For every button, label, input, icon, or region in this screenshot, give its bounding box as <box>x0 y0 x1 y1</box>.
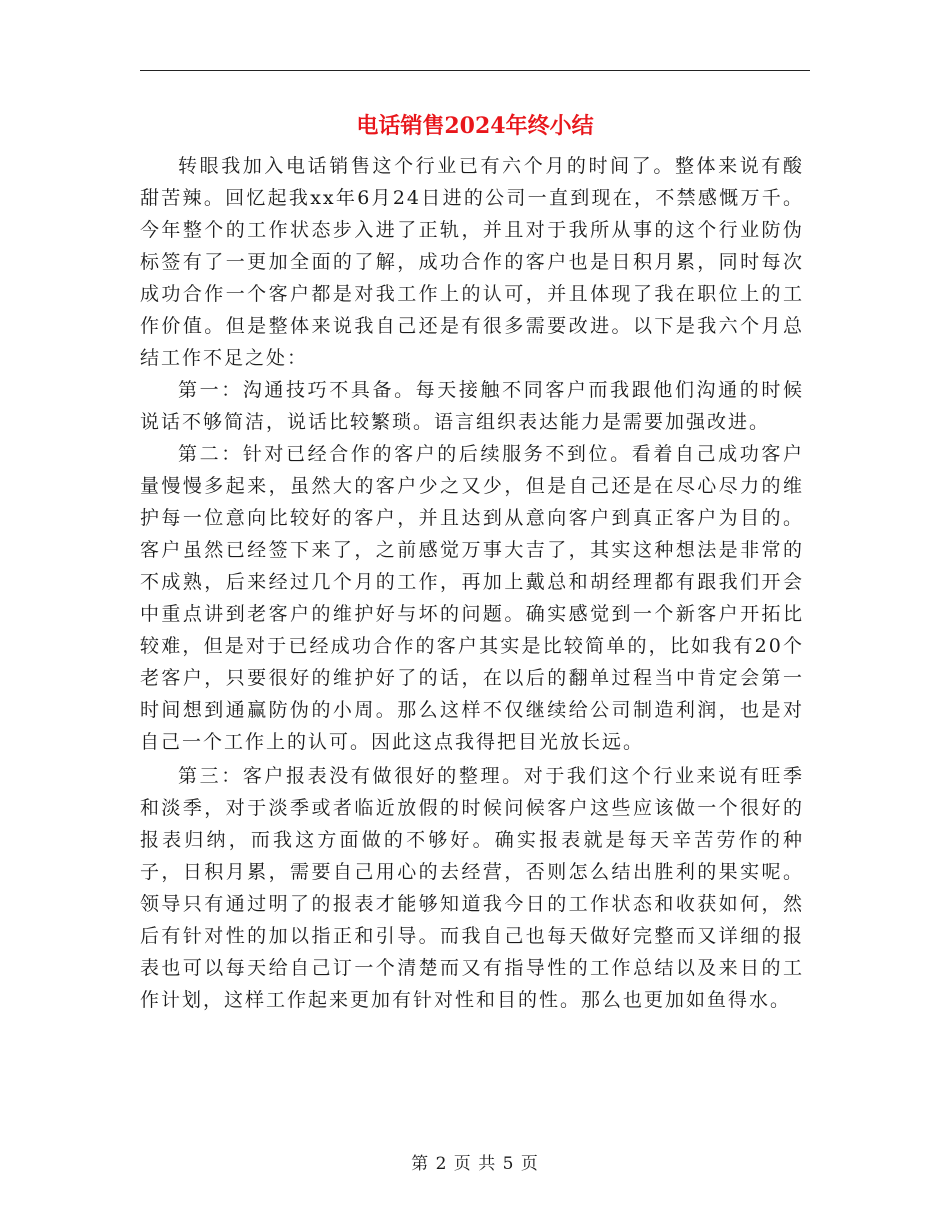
document-title: 电话销售2024年终小结 <box>356 113 594 139</box>
paragraph-point-2: 第二：针对已经合作的客户的后续服务不到位。看着自己成功客户量慢慢多起来，虽然大的客户少之又少，但是自己还是在尽心尽力的维护每一位意向比较好的客户，并且达到从意向客户到真正客户为目的。客户虽然已经签下来了，之前感觉万事大吉了，其实这种想法是非常的不成熟，后来经过几个月的工作，再加上戴总和胡经理都有跟我们开会中重点讲到老客户的维护好与坏的问题。确实感觉到一个新客户开拓比较难，但是对于已经成功合作的客户其实是比较简单的，比如我有20个老客户，只要很好的维护好了的话，在以后的翻单过程当中肯定会第一时间想到通赢防伪的小周。那么这样不仅继续给公司制造利润，也是对自己一个工作上的认可。因此这点我得把目光放长远。 <box>140 443 804 753</box>
paragraph-point-3: 第三：客户报表没有做很好的整理。对于我们这个行业来说有旺季和淡季，对于淡季或者临近放假的时候问候客户这些应该做一个很好的报表归纳，而我这方面做的不够好。确实报表就是每天辛苦劳作的种子，日积月累，需要自己用心的去经营，否则怎么结出胜利的果实呢。领导只有通过明了的报表才能够知道我今日的工作状态和收获如何，然后有针对性的加以指正和引导。而我自己也每天做好完整而又详细的报表也可以每天给自己订一个清楚而又有指导性的工作总结以及来日的工作计划，这样工作起来更加有针对性和目的性。那么也更加如鱼得水。 <box>140 765 804 1011</box>
paragraph-point-1: 第一：沟通技巧不具备。每天接触不同客户而我跟他们沟通的时候说话不够简洁，说话比较繁琐。语言组织表达能力是需要加强改进。 <box>140 379 804 433</box>
document-body <box>140 150 804 1016</box>
page-number-footer: 第 2 页 共 5 页 <box>411 1154 539 1174</box>
paragraph-intro: 转眼我加入电话销售这个行业已有六个月的时间了。整体来说有酸甜苦辣。回忆起我xx年6月24日进的公司一直到现在，不禁感慨万千。今年整个的工作状态步入进了正轨，并且对于我所从事的这个行业防伪标签有了一更加全面的了解，成功合作的客户也是日积月累，同时每次成功合作一个客户都是对我工作上的认可，并且体现了我在职位上的工作价值。但是整体来说我自己还是有很多需要改进。以下是我六个月总结工作不足之处： <box>140 155 804 369</box>
header-rule <box>140 70 810 71</box>
